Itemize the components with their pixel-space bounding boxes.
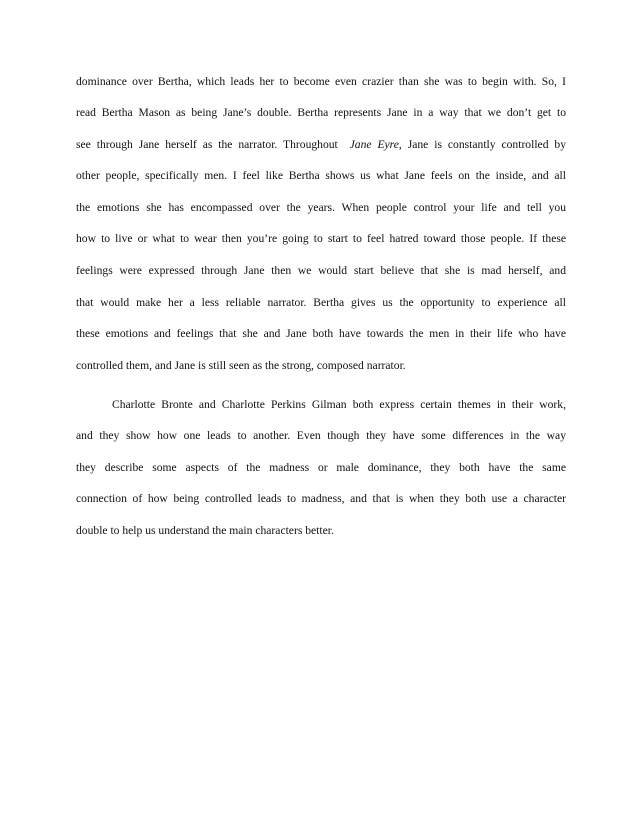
text-line: that would make her a less reliable narrator. Bertha gives us the opportunity to experience all [76,296,566,309]
text-segment: , Jane is constantly controlled by [398,138,567,151]
text-line: they describe some aspects of the madness or male dominance, they both have the same [76,461,566,474]
text-line: how to live or what to wear then you’re going to start to feel hatred toward those people. If these [76,232,566,245]
text-line: dominance over Bertha, which leads her to become even crazier than she was to begin with. So, I [76,75,566,88]
text-line: connection of how being controlled leads to madness, and that is when they both use a character [76,492,566,505]
text-line [76,138,566,152]
text-line: controlled them, and Jane is still seen as the strong, composed narrator. [76,359,406,372]
text-line: Charlotte Bronte and Charlotte Perkins Gilman both express certain themes in their work, [112,398,566,411]
text-line: double to help us understand the main characters better. [76,524,334,537]
text-line: other people, specifically men. I feel like Bertha shows us what Jane feels on the inside, and all [76,169,566,182]
text-segment: see through Jane herself as the narrator. Throughout [76,138,338,151]
book-title: Jane Eyre [349,138,399,151]
text-line: these emotions and feelings that she and Jane both have towards the men in their life who have [76,327,566,340]
text-line: the emotions she has encompassed over the years. When people control your life and tell you [76,201,566,214]
text-line: read Bertha Mason as being Jane’s double. Bertha represents Jane in a way that we don’t get to [76,106,566,119]
text-line: feelings were expressed through Jane then we would start believe that she is mad herself, and [76,264,566,277]
text-line: and they show how one leads to another. Even though they have some differences in the way [76,429,566,442]
